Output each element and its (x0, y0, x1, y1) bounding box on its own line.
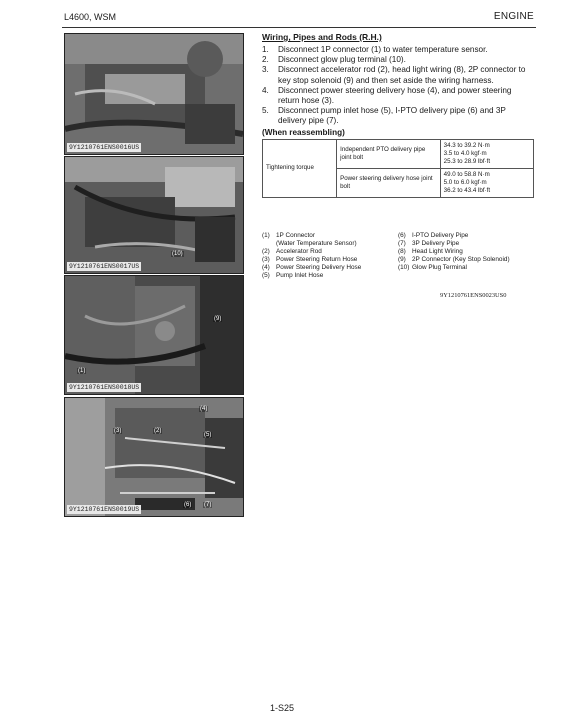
photo-id-label: 9Y1210761ENS0016US (69, 144, 140, 151)
step-item: 3. Disconnect accelerator rod (2), head light wiring (8), 2P connector to key stop solenoid (9) and then set aside the wiring harness. (262, 65, 526, 85)
step-text: Disconnect power steering delivery hose (4), and power steering return hose (3). (278, 85, 512, 106)
page-number: 1-S25 (269, 703, 295, 713)
table-row (263, 139, 534, 168)
procedure-section (262, 32, 534, 198)
callout-10: (10) (172, 251, 183, 257)
document-number: 9Y1210761ENS0023US0 (440, 292, 507, 299)
step-text: Disconnect glow plug terminal (10). (278, 55, 406, 65)
callout-4: (4) (200, 406, 208, 412)
legend-item: (6) I-PTO Delivery Pipe (398, 232, 469, 239)
step-item: 2. Disconnect glow plug terminal (10). (262, 55, 406, 65)
legend-item: (9) 2P Connector (Key Stop Solenoid) (398, 256, 510, 263)
parts-legend (262, 232, 534, 280)
torque-value-cell: 34.3 to 39.2 N·m 3.5 to 4.0 kgf·m 25.3 to 28.9 lbf·ft (440, 139, 533, 168)
page-header (0, 0, 564, 32)
legend-item: (Water Temperature Sensor) (276, 240, 357, 247)
step-item: 4. Disconnect power steering delivery hose (4), and power steering return hose (3). (262, 85, 512, 106)
section-title: Wiring, Pipes and Rods (R.H.) (262, 32, 382, 42)
callout-7: (7) (204, 502, 212, 508)
legend-item: (3) Power Steering Return Hose (262, 256, 358, 263)
callout-6: (6) (184, 502, 192, 508)
photo-hoses-pipes (64, 397, 244, 517)
photo-id-label: 9Y1210761ENS0019US (69, 506, 140, 513)
legend-item: (1) 1P Connector (262, 232, 315, 239)
callout-2: (2) (154, 428, 162, 434)
legend-item: (7) 3P Delivery Pipe (398, 240, 460, 247)
legend-item: (5) Pump Inlet Hose (262, 272, 324, 279)
photo-id-label: 9Y1210761ENS0017US (69, 263, 140, 270)
step-text: Disconnect 1P connector (1) to water temperature sensor. (278, 45, 488, 54)
chapter-title: ENGINE (493, 11, 534, 22)
callout-5: (5) (204, 432, 212, 438)
photo-engine-top (64, 33, 244, 155)
reassembling-heading: (When reassembling) (262, 127, 345, 137)
torque-item-cell: Independent PTO delivery pipe joint bolt (337, 139, 441, 168)
legend-column-left (262, 232, 398, 280)
photo-connector-side (64, 275, 244, 395)
legend-item: (2) Accelerator Rod (262, 248, 322, 255)
step-item: 1. Disconnect 1P connector (1) to water temperature sensor. (262, 45, 488, 54)
photo-id-label: 9Y1210761ENS0018US (69, 384, 140, 391)
header-rule (62, 27, 536, 28)
step-item: 5. Disconnect pump inlet hose (5), I-PTO delivery pipe (6) and 3P delivery pipe (7). (262, 106, 506, 126)
torque-table (262, 139, 534, 198)
torque-item-cell: Power steering delivery hose joint bolt (337, 168, 441, 197)
torque-label-cell: Tightening torque (263, 139, 337, 197)
callout-1: (1) (78, 368, 86, 374)
procedure-steps (262, 45, 534, 127)
legend-item: (8) Head Light Wiring (398, 248, 463, 255)
torque-value-cell: 49.0 to 58.8 N·m 5.0 to 6.0 kgf·m 36.2 to 43.4 lbf·ft (440, 168, 533, 197)
legend-column-right (398, 232, 534, 280)
step-text: Disconnect pump inlet hose (5), I-PTO delivery pipe (6) and 3P delivery pipe (7). (278, 106, 506, 126)
legend-item: (10) Glow Plug Terminal (398, 264, 467, 271)
callout-3: (3) (114, 428, 122, 434)
legend-item: (4) Power Steering Delivery Hose (262, 264, 362, 271)
step-text: Disconnect accelerator rod (2), head light wiring (8), 2P connector to key stop solenoid (9) and then set aside the wiring harness. (278, 65, 526, 85)
callout-9: (9) (214, 316, 222, 322)
photo-glow-plug (64, 156, 244, 274)
manual-title: L4600, WSM (64, 12, 117, 22)
